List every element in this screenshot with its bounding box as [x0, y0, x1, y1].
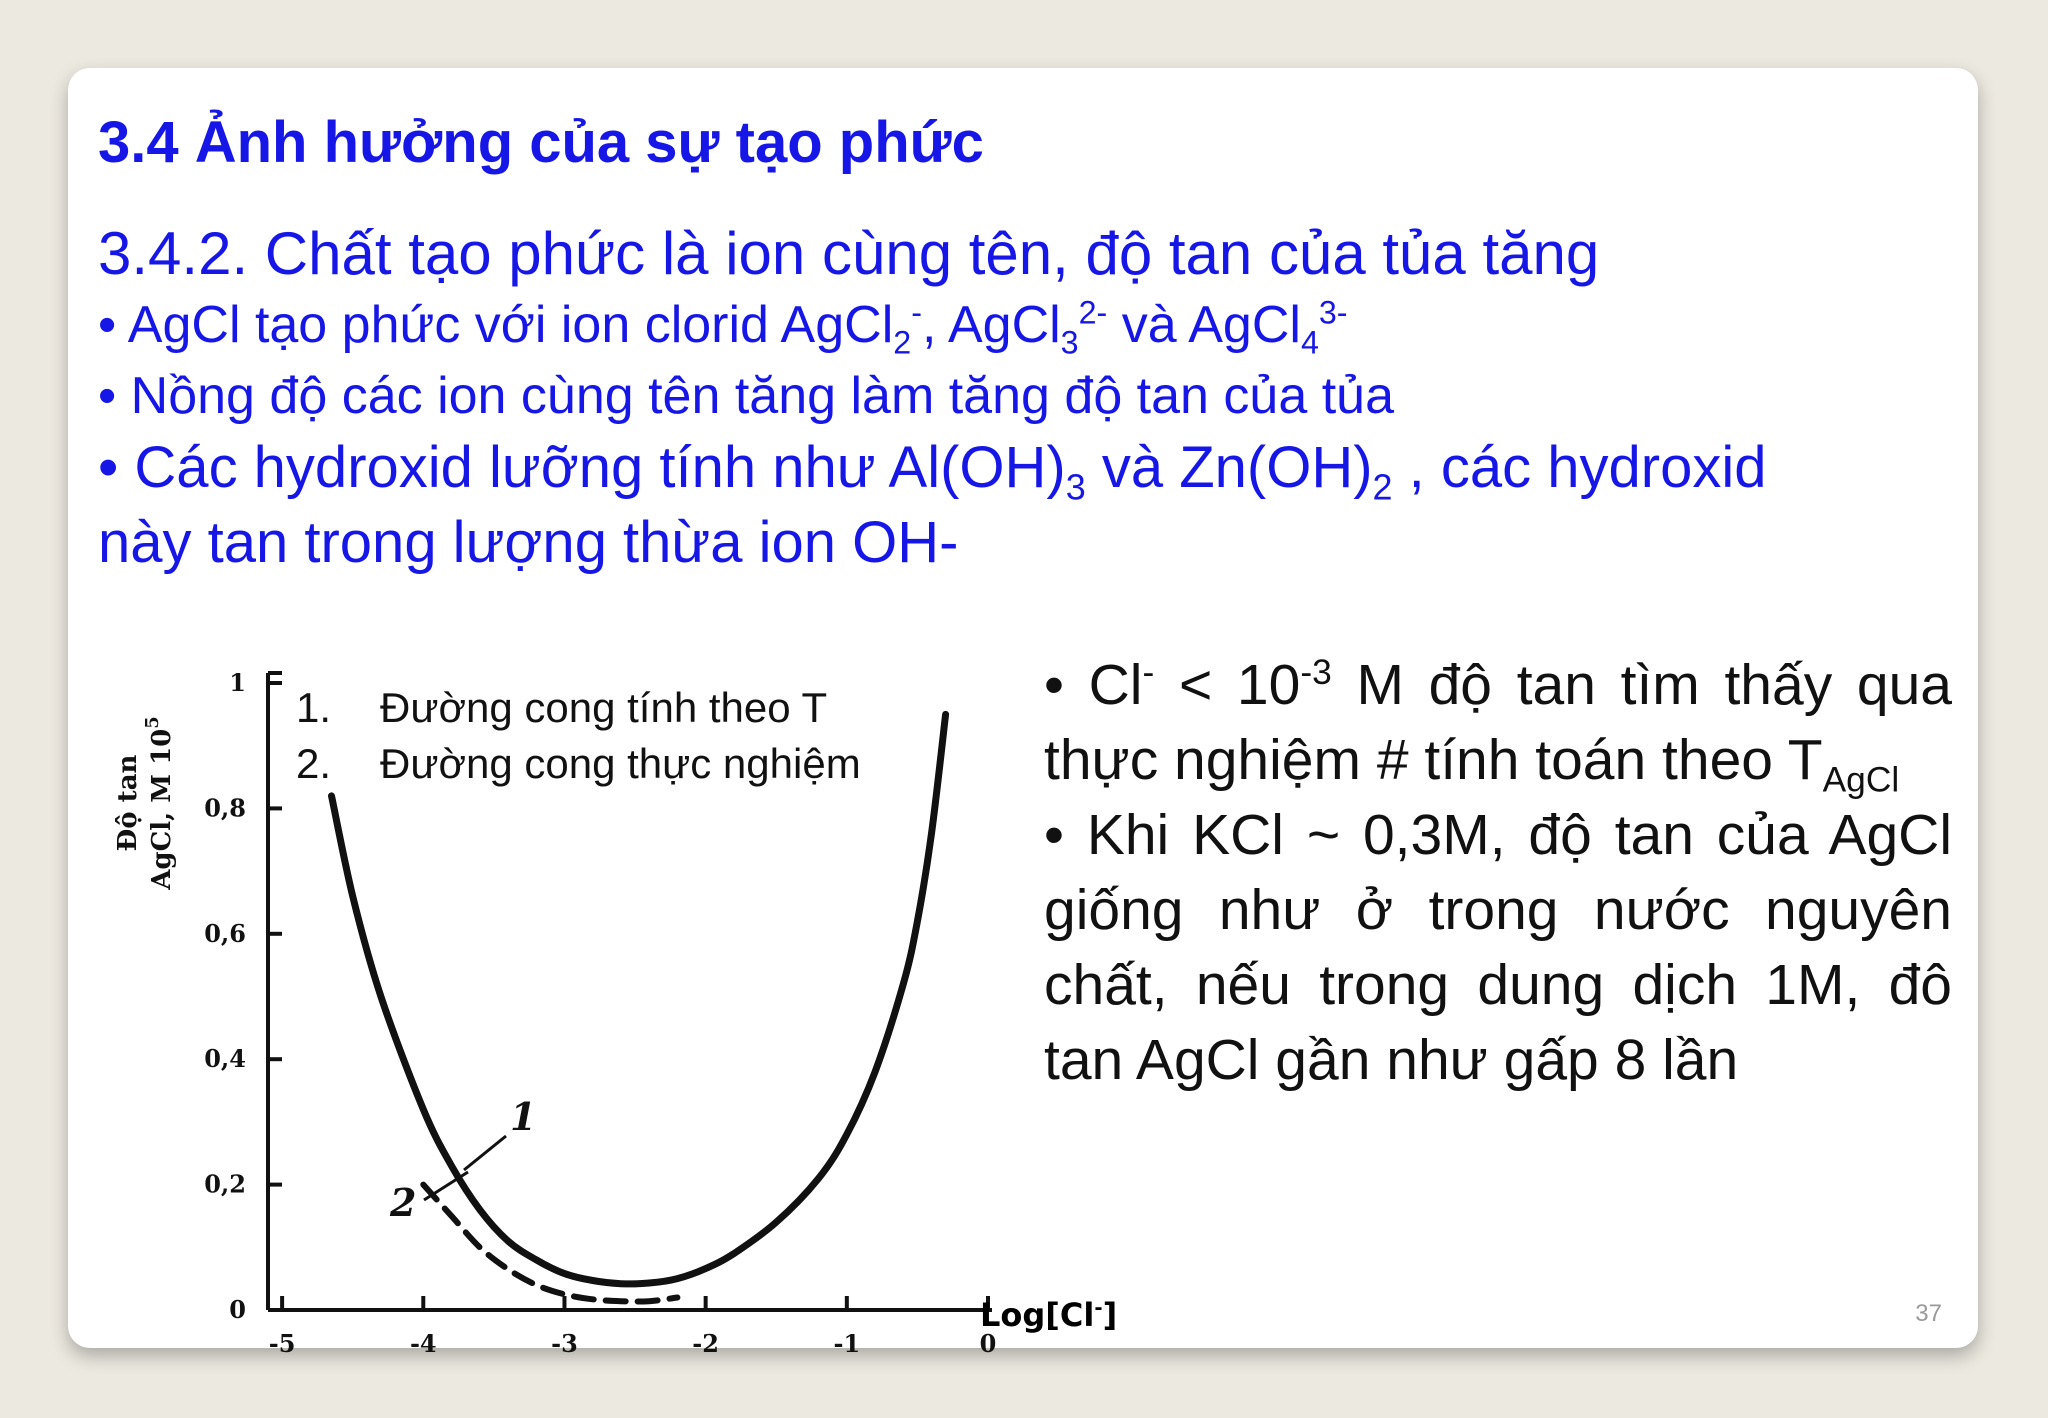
legend-item-2-num: 2. [296, 740, 332, 787]
svg-text:AgCl, M 105 [142, 716, 177, 891]
legend-item-1-text: Đường cong tính theo T [380, 684, 828, 731]
x-tick-label: -3 [551, 1329, 578, 1358]
bullet-amphoteric-hydroxides-line2: này tan trong lượng thừa ion OH- [98, 510, 959, 575]
x-tick-label: -5 [268, 1329, 296, 1358]
y-tick-label: 0,6 [204, 918, 246, 948]
x-axis-label: Log[Cl-] [980, 1296, 1118, 1334]
x-ticks [269, 1296, 997, 1358]
x-tick-label: -2 [692, 1329, 719, 1358]
marker-1-arrow [464, 1136, 506, 1170]
x-tick-label: -4 [409, 1329, 437, 1358]
section-subtitle: 3.4.2. Chất tạo phức là ion cùng tên, độ tan của tủa tăng [98, 220, 1600, 287]
x-tick-label: 0 [979, 1329, 997, 1358]
page-number: 37 [1915, 1300, 1942, 1327]
marker-2-label: 2 [390, 1180, 417, 1225]
y-tick-label: 0 [229, 1295, 246, 1324]
x-tick-label: -1 [833, 1329, 861, 1358]
observation-2: • Khi KCl ~ 0,3M, độ tan của AgCl giống như ở trong nước nguyên chất, nếu trong dung dịch 1M, đô tan AgCl gần như gấp 8 lần [1044, 803, 1952, 1092]
y-axis-label [113, 716, 177, 891]
slide [68, 68, 1978, 1358]
marker-1-label: 1 [510, 1094, 537, 1139]
y-tick-label: 0,8 [204, 793, 246, 823]
slide-title: 3.4 Ảnh hưởng của sự tạo phức [98, 110, 984, 175]
legend-item-2-text: Đường cong thực nghiệm [380, 740, 861, 787]
observation-1: • $Cl^- < 10^{-3}$ M độ tan tìm thấy qua thực nghiệm # tính toán theo $T_{AgCl}$ [1044, 653, 1952, 800]
y-tick-label: 1 [229, 668, 246, 697]
y-tick-label: 0,2 [204, 1169, 246, 1199]
curve-markers [389, 1094, 536, 1225]
legend [296, 684, 861, 787]
observations-text [1044, 648, 1952, 1098]
y-axis-label-line1: Độ tan [113, 754, 143, 852]
solubility-chart [88, 588, 997, 1358]
bullet-agcl-complexes: • AgCl tạo phức với ion clorid AgCl$_2$-, AgCl$_3^{2-}$ và AgCl$_4^{3-}$ [98, 294, 1348, 361]
bullet-common-ion: • Nồng độ các ion cùng tên tăng làm tăng độ tan của tủa [98, 367, 1394, 425]
y-ticks [204, 668, 282, 1324]
bullet-amphoteric-hydroxides: • Các hydroxid lưỡng tính như $Al(OH)_3$ và $Zn(OH)_2$ , các hydroxid [98, 435, 1767, 508]
y-tick-label: 0,4 [204, 1044, 246, 1074]
y-axis-label-line2: AgCl, M 10 [147, 728, 177, 890]
series [332, 714, 946, 1301]
legend-item-1-num: 1. [296, 684, 332, 731]
y-axis-label-exp: 5 [142, 716, 163, 729]
